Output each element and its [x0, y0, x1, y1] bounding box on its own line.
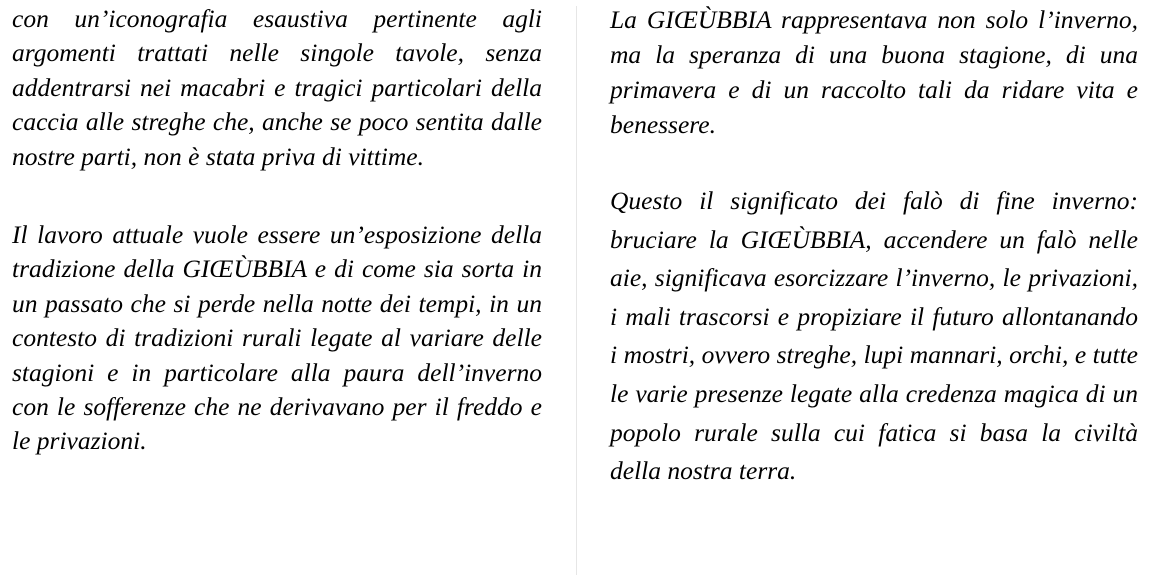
right-paragraph-1: La GIŒÙBBIA rappresentava non solo l’inverno, ma la speranza di una buona stagione, di una primavera e di un raccolto tali da ridare vita e benessere. [610, 5, 1138, 139]
right-column [610, 0, 1138, 491]
left-paragraph-1: con un’iconografia esaustiva pertinente agli argomenti trattati nelle singole tavole, senza addentrarsi nei macabri e tragici particolari della caccia alle streghe che, anche se poco sentita dalle nostre parti, non è stata priva di vittime. [12, 4, 542, 171]
right-paragraph-2: Questo il significato dei falò di fine inverno: bruciare la GIŒÙBBIA, accendere un falò nelle aie, significava esorcizzare l’inverno, le privazioni, i mali trascorsi e propiziare il futuro allontanando i mostri, ovvero streghe, lupi mannari, orchi, e tutte le varie presenze legate alla credenza magica di un popolo rurale sulla cui fatica si basa la civiltà della nostra terra. [610, 186, 1138, 486]
left-column [12, 0, 542, 459]
column-divider [576, 6, 577, 575]
left-paragraph-2: Il lavoro attuale vuole essere un’esposizione della tradizione della GIŒÙBBIA e di come sia sorta in un passato che si perde nella notte dei tempi, in un contesto di tradizioni rurali legate al variare delle stagioni e in particolare alla paura dell’inverno con le sofferenze che ne derivavano per il freddo e le privazioni. [12, 220, 542, 456]
